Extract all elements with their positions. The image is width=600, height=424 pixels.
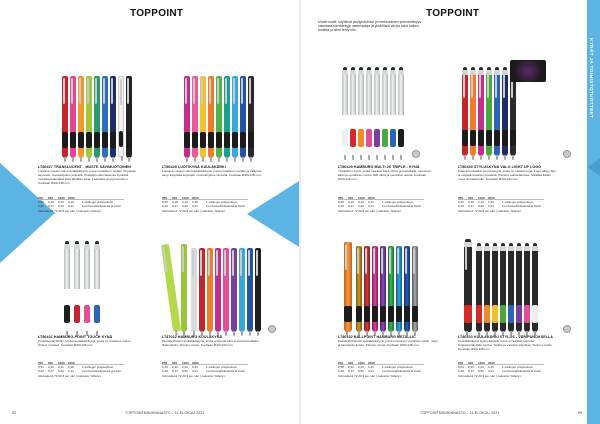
pen-black-red-large (464, 242, 472, 332)
pen-orange (208, 76, 214, 158)
certification-badge-4 (563, 150, 571, 158)
pen-metallic-blue (404, 246, 410, 332)
pen-silver-green (382, 70, 388, 156)
product-name-7: LT80432 BALLPOINT HAMBURG METALLIC (338, 335, 416, 339)
pen-orange (78, 76, 84, 158)
pen-black-orange (484, 246, 490, 332)
pen-black-purple (516, 246, 522, 332)
pen-red (462, 70, 468, 156)
price-table-1: 250 500 1000 2500 0,60 0,49 0,44 0,40 1-värilogo/ yksipuolinen 0,29 0,27 0,26 0,24 Luonnosvärikirjasinta ja fontti Aloituskulut 72,00 € per väri / painatus / lähetys (38, 196, 124, 213)
pen-white (118, 76, 124, 158)
pen-black (255, 248, 261, 332)
product-name-8: LT80433 KUULAKÄRKI STYLUS - VÄRIPUNOKSELLA (458, 335, 553, 339)
pen-green (94, 76, 100, 158)
pen-pink (223, 248, 229, 332)
pen-metallic-purple (380, 246, 386, 332)
pen-silver-purple (374, 70, 380, 156)
pen-navy (110, 76, 116, 158)
pen-green (216, 76, 222, 158)
pen-black (248, 76, 254, 158)
pen-black-pink (524, 246, 530, 332)
pen-blue (240, 76, 246, 158)
pen-metallic-cyan (396, 246, 402, 332)
page-gutter (299, 0, 301, 424)
pen-blue (494, 70, 500, 156)
product-name-3: LT80429 HAMBURG MULTI 26 TRIPLE - KYNÄ (338, 165, 420, 169)
product-image-1 (60, 58, 140, 158)
pen-silver-red (74, 244, 80, 332)
product-desc-2: Loistava vuoden väri kuulakärkikynä, jossa metallinen vartalo ja valikoiva sävy. Kirjoittaa sujuvasti, mustekirjoitus sinisellä. Kooltaan Ø10x138 mm. (162, 169, 262, 177)
pen-black (510, 70, 516, 156)
certification-badge-3 (412, 150, 420, 158)
price-table-3: 250 500 1000 2500 0,58 0,49 0,44 0,41 1-värilogo/ yksipuolinen 0,29 0,27 0,26 0,24 Luonnosvärikirjasinta ja fontti Aloituskulut 72,00 € per väri / painatus / lähetys (338, 196, 424, 213)
price-table-8: 250 500 1000 2500 0,64 0,55 0,49 0,45 1-värilogo/ yksipuolinen 0,29 0,27 0,26 0,24 Luonnosvärikirjasinta ja fontti Aloituskulut 72,00 € per väri / painatus / lähetys (458, 361, 544, 378)
pen-magenta (478, 70, 484, 156)
pen-teal (224, 76, 230, 158)
pen-pink (192, 76, 198, 158)
pen-lime-angled (161, 244, 181, 332)
certification-badge-6 (268, 325, 276, 333)
product-image-5 (62, 232, 122, 332)
pen-silver-black (398, 70, 404, 156)
pen-blue (247, 248, 253, 332)
price-table-7: 250 500 1000 2500 0,58 0,50 0,45 0,41 1-värilogo/ yksipuolinen 0,29 0,27 0,26 0,24 Luonnosvärikirjasinta ja fontti Aloituskulut 72,00 € per väri / painatus / lähetys (338, 361, 424, 378)
price-table-4: 250 500 1000 2500 2,60 2,30 2,10 1,90 1-värilogo/ yksipuolinen 0,29 0,27 0,26 0,24 Luonnosvärikirjasinta ja fontti Aloituskulut 72,00 € per väri / painatus / lähetys (458, 196, 544, 213)
product-desc-4: Kätevä kuulakärki ja styluskynä, jossa on valaistu logo. Logo näkyy läpi ja näyttää upealta pimeässä. Paristot vaihdettavissa. Sisältää kaikki muut ominaisuudet. Kooltaan Ø10x140 mm. (458, 169, 556, 181)
product-name-1: LT80427 TRANSLUCENT - MUSTE SAVIMUOTOINEN (38, 165, 131, 169)
pen-black-green (500, 246, 506, 332)
footer-text-left: TOPPOINTMINIHINNASTO - 31.ELOKUU 2021 (125, 411, 205, 415)
pen-black-blue (508, 246, 514, 332)
certification-badge-8 (563, 325, 571, 333)
pen-metallic-green (388, 246, 394, 332)
pen-metallic-gold (356, 246, 362, 332)
product-name-4: LT80430 STYLUSKYNÄ VALO LIGHT UP LOGO (458, 165, 542, 169)
product-name-6: LT87022 HAMBURG KUULAKYNÄ (162, 335, 223, 339)
pen-light-blue (232, 76, 238, 158)
product-name-5: LT80431 HAMBURG-POINT TOUCH KYNÄ (38, 335, 113, 339)
product-image-8 (462, 232, 552, 332)
pen-lime (181, 244, 187, 332)
pen-black-white (532, 246, 538, 332)
pen-lime (86, 76, 92, 158)
footer-text-right: TOPPOINTMINIHINNASTO - 31.ELOKUU 2021 (420, 411, 500, 415)
intro-text: Monet mallit, näyttävät yksityiskohdat ja merkkauksen yhteneväisyys valmistaa kierrätettyjä materiaaleja ja yksilöllisiä väreja sekä kaiken tuotetta ja siten tehty niin. (318, 20, 421, 33)
pen-silver-black (64, 244, 70, 332)
pen-magenta (184, 76, 190, 158)
side-tab-arrow (588, 158, 600, 176)
brand-logo-left: TOPPOINT (130, 8, 184, 19)
product-image-7 (342, 232, 432, 332)
page-number-right: 93 (578, 411, 582, 415)
pen-yellow (200, 76, 206, 158)
pen-silver-blue (390, 70, 396, 156)
pen-pink (70, 76, 76, 158)
page-number-left: 92 (12, 411, 16, 415)
pen-metallic-pink (372, 246, 378, 332)
side-tab-label: KYNÄT JA TOIMISTOTUOTTEET (589, 38, 594, 119)
pen-silver-red (350, 70, 356, 156)
product-image-6 (165, 232, 275, 332)
product-desc-5: Kosketusnäyttöihin sopiva kuulakärkikynä, jossa on kosketus-stylus. Siniset musteet. Kooltaan Ø10x138 mm. (38, 339, 132, 347)
pen-grey (191, 248, 197, 332)
pen-magenta (215, 248, 221, 332)
pen-silver-white (342, 70, 348, 156)
pen-green (486, 70, 492, 156)
pen-black-yellow (492, 246, 498, 332)
pen-metallic-red (364, 246, 370, 332)
pen-silver-blue (94, 244, 100, 332)
section-side-tab[interactable] (587, 0, 600, 424)
product-name-2: LT80428 LUOTIKYNÄ KUULAKÄRKI (162, 165, 226, 169)
pen-red (62, 76, 68, 158)
pen-silver-pink (84, 244, 90, 332)
product-desc-6: Monikäyttöinen kuulakärkikynä, jonka erottuvat värit soveltuvat kaikkiin tilaisuuksiin. Sininen muste. Kooltaan Ø10x140 mm. (162, 339, 259, 347)
light-up-logo-photo (510, 60, 546, 82)
product-desc-8: Kuulakärkikynä stylus-kärjellä, jossa on värikäs kumiote. Kosketusnäytöille sopiva. Tarkka ja vaivaton kirjoittaa. Sininen muste. Kooltaan Ø10x138 mm. (458, 339, 553, 351)
pen-light-blue (239, 248, 245, 332)
product-image-3 (340, 56, 420, 156)
pen-silver-orange (358, 70, 364, 156)
brand-logo-right: TOPPOINT (426, 8, 480, 19)
pen-navy (502, 70, 508, 156)
pen-orange (470, 70, 476, 156)
pen-black-red (476, 246, 482, 332)
price-table-2: 250 500 1000 2500 0,55 0,48 0,43 0,38 1-värilogo/ yksipuolinen 0,29 0,27 0,26 0,24 Luonnosvärikirjasinta ja fontti Aloituskulut 72,00 € per väri / painatus / lähetys (162, 196, 248, 213)
pen-blue (102, 76, 108, 158)
pen-orange (207, 248, 213, 332)
product-image-2 (182, 58, 262, 158)
pen-silver-pink (366, 70, 372, 156)
price-table-5: 250 500 1000 2500 0,51 0,46 0,41 0,38 1-värilogo/ yksipuolinen 0,29 0,27 0,26 0,24 Luonnosvärikirjasinta ja fontti Aloituskulut 72,00 € per väri / painatus / lähetys (38, 361, 124, 378)
product-desc-3: Yksilöllinen kynä, jonka mukana tulee stylus ja kuulakärki, muovinen kärki ja metallinen runko. 500 väriä ja muotoilun avulla. Kooltaan Ø10x139 mm. (338, 169, 432, 181)
price-table-6: 250 500 1000 2500 0,44 0,39 0,36 0,33 1-värilogo/ yksipuolinen 0,29 0,27 0,26 0,24 Luonnosvärikirjasinta ja fontti Aloituskulut 72,00 € per väri / painatus / lähetys (162, 361, 248, 378)
product-desc-7: Metallinhohtoinen kuulakärkikynä, jossa muovinen metallinen kärki, napit ja kierrätetty kotelo. Sininen muste. Kooltaan Ø10x138 mm. (338, 339, 438, 347)
product-desc-1: Loistava vuoden väri kuulakärkikynä, jossa metallinen vartalo. Kirjoittaa sujuvasti, mustekirjoitus sinisellä. Pidetään ulkomaisessa kynässä muokkausalustaksi jotta jätetään sana. Laadukas ja ergonominen. Kooltaan Ø10x138 mm. (38, 169, 136, 185)
pen-red (199, 248, 205, 332)
pen-metallic-orange-large (344, 242, 352, 332)
pen-black (126, 76, 132, 158)
pen-metallic-grey (412, 246, 418, 332)
pen-purple (231, 248, 237, 332)
